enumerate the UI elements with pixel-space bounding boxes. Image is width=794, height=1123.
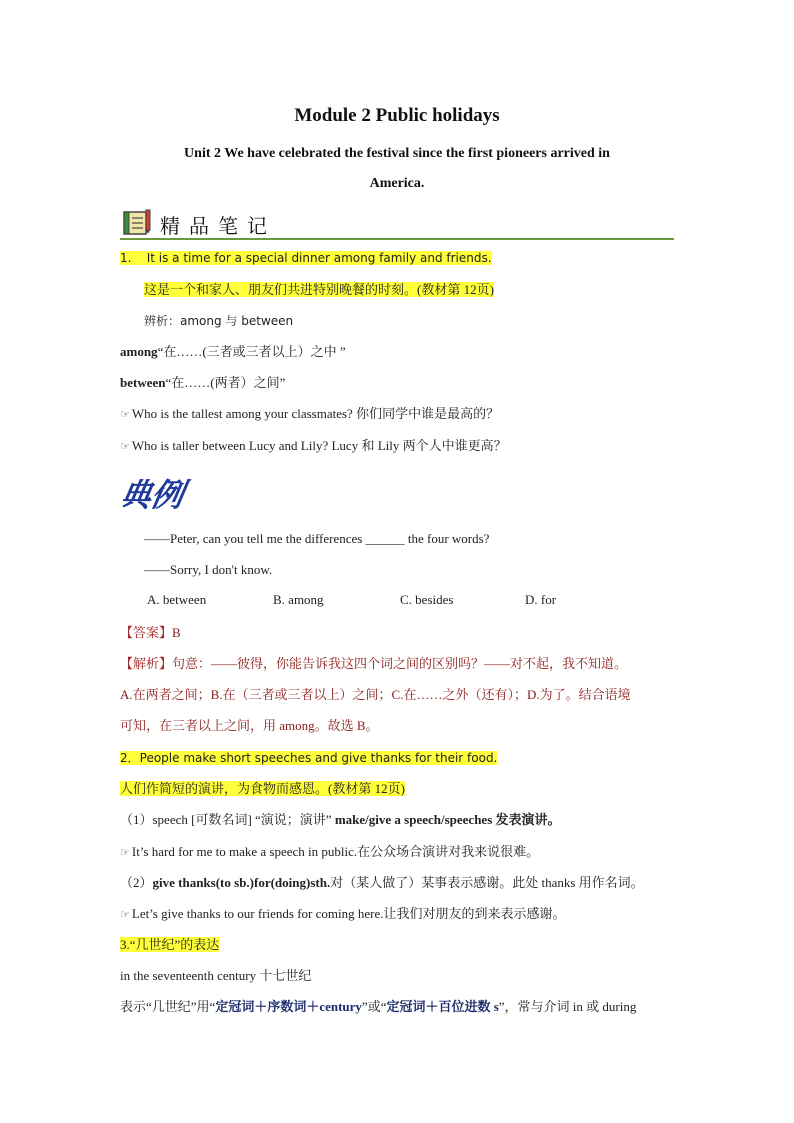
between-definition: “在……(两者）之间” (165, 375, 286, 390)
note1-sentence-line (120, 249, 492, 267)
unit-subtitle-line1: Unit 2 We have celebrated the festival since the first pioneers arrived in (184, 146, 610, 161)
banner-divider (120, 238, 674, 240)
note2-item2-prefix: （2） (120, 875, 153, 890)
note2-example1-line (120, 843, 539, 862)
note1-translation-line (144, 281, 494, 299)
note1-between-line (120, 374, 285, 392)
note3-bold1: 定冠词＋序数词＋century (215, 999, 362, 1014)
note1-example2-line (120, 437, 507, 456)
pointing-hand-icon: ☞ (120, 908, 130, 921)
pointing-hand-icon: ☞ (120, 440, 130, 453)
analysis-text1: 句意：——彼得，你能告诉我这四个词之间的区别吗？——对不起，我不知道。 (172, 656, 628, 671)
note3-text-suffix: ”，常与介词 in 或 during (498, 999, 637, 1014)
note3-heading: 3.“几世纪”的表达 (120, 937, 220, 952)
option-a: A. between (147, 592, 207, 607)
note2-item1-line (120, 811, 561, 829)
answer-value: B (172, 625, 181, 640)
note2-heading-line (120, 749, 497, 767)
page-title: Module 2 Public holidays (294, 105, 500, 126)
between-word: between (120, 375, 166, 390)
pointing-hand-icon: ☞ (120, 846, 130, 859)
note2-item2-line (120, 874, 644, 892)
note2-heading: 2．People make short speeches and give thanks for their food. (120, 751, 498, 765)
quiz-question-line1: ——Peter, can you tell me the differences ______ the four words? (144, 531, 490, 546)
among-word: among (120, 344, 158, 359)
among-definition: “在……(三者或三者以上）之中 ” (157, 344, 346, 359)
analysis-label: 【解析】 (120, 656, 173, 671)
note2-example2-line (120, 905, 566, 924)
note3-bold2: 定冠词＋百位进数 s (386, 999, 499, 1014)
option-d: D. for (525, 592, 557, 607)
option-c: C. besides (400, 592, 454, 607)
note1-example2: Who is taller between Lucy and Lily? Lucy 和 Lily 两个人中谁更高？ (131, 438, 507, 453)
note1-example1-line (120, 405, 499, 424)
note3-heading-line (120, 936, 219, 954)
note2-item2-bold: give thanks(to sb.)for(doing)sth. (152, 875, 331, 890)
note1-number: 1. (120, 251, 132, 265)
note1-among-line (120, 343, 346, 361)
note2-example1: It’s hard for me to make a speech in public.在公众场合演讲对我来说很难。 (131, 844, 540, 859)
note1-compare: 辨析：among 与 between (144, 314, 294, 328)
note1-translation: 这是一个和家人、朋友们共进特别晚餐的时刻。(教材第 12页) (144, 282, 494, 297)
option-b: B. among (273, 592, 324, 607)
note3-text-mid: ”或“ (361, 999, 387, 1014)
note2-item1-bold: make/give a speech/speeches 发表演讲。 (334, 812, 561, 827)
notebook-icon (122, 208, 152, 241)
note1-example1: Who is the tallest among your classmates? 你们同学中谁是最高的？ (131, 406, 500, 421)
note1-sentence: It is a time for a special dinner among family and friends. (146, 251, 492, 265)
note3-text-prefix: 表示“几世纪”用“ (120, 999, 216, 1014)
note2-translation-line (120, 780, 405, 798)
quiz-question-line2: ——Sorry, I don't know. (144, 562, 273, 577)
note2-example2: Let’s give thanks to our friends for coming here.让我们对朋友的到来表示感谢。 (131, 906, 566, 921)
answer-line (120, 624, 181, 642)
banner-title: 精品笔记 (160, 214, 276, 238)
note2-translation: 人们作简短的演讲，为食物而感恩。(教材第 12页) (120, 781, 405, 796)
svg-text:典例: 典例 (123, 476, 187, 514)
note3-text-line (120, 998, 636, 1016)
analysis-line2: A.在两者之间；B.在（三者或三者以上）之间；C.在……之外（还有）；D.为了。结合语境 (120, 687, 631, 702)
note2-item1-prefix: （1）speech [可数名词] “演说；演讲” (120, 812, 335, 827)
note2-item2-rest: 对（某人做了）某事表示感谢。此处 thanks 用作名词。 (330, 875, 644, 890)
pointing-hand-icon: ☞ (120, 408, 130, 421)
analysis-line1 (120, 655, 627, 673)
unit-subtitle-line2: America. (369, 176, 425, 191)
analysis-line3: 可知，在三者以上之间，用 among。故选 B。 (120, 718, 379, 733)
example-stamp-logo (123, 474, 201, 519)
notes-banner (120, 206, 674, 240)
answer-label: 【答案】 (120, 625, 173, 640)
note3-example: in the seventeenth century 十七世纪 (120, 968, 312, 983)
